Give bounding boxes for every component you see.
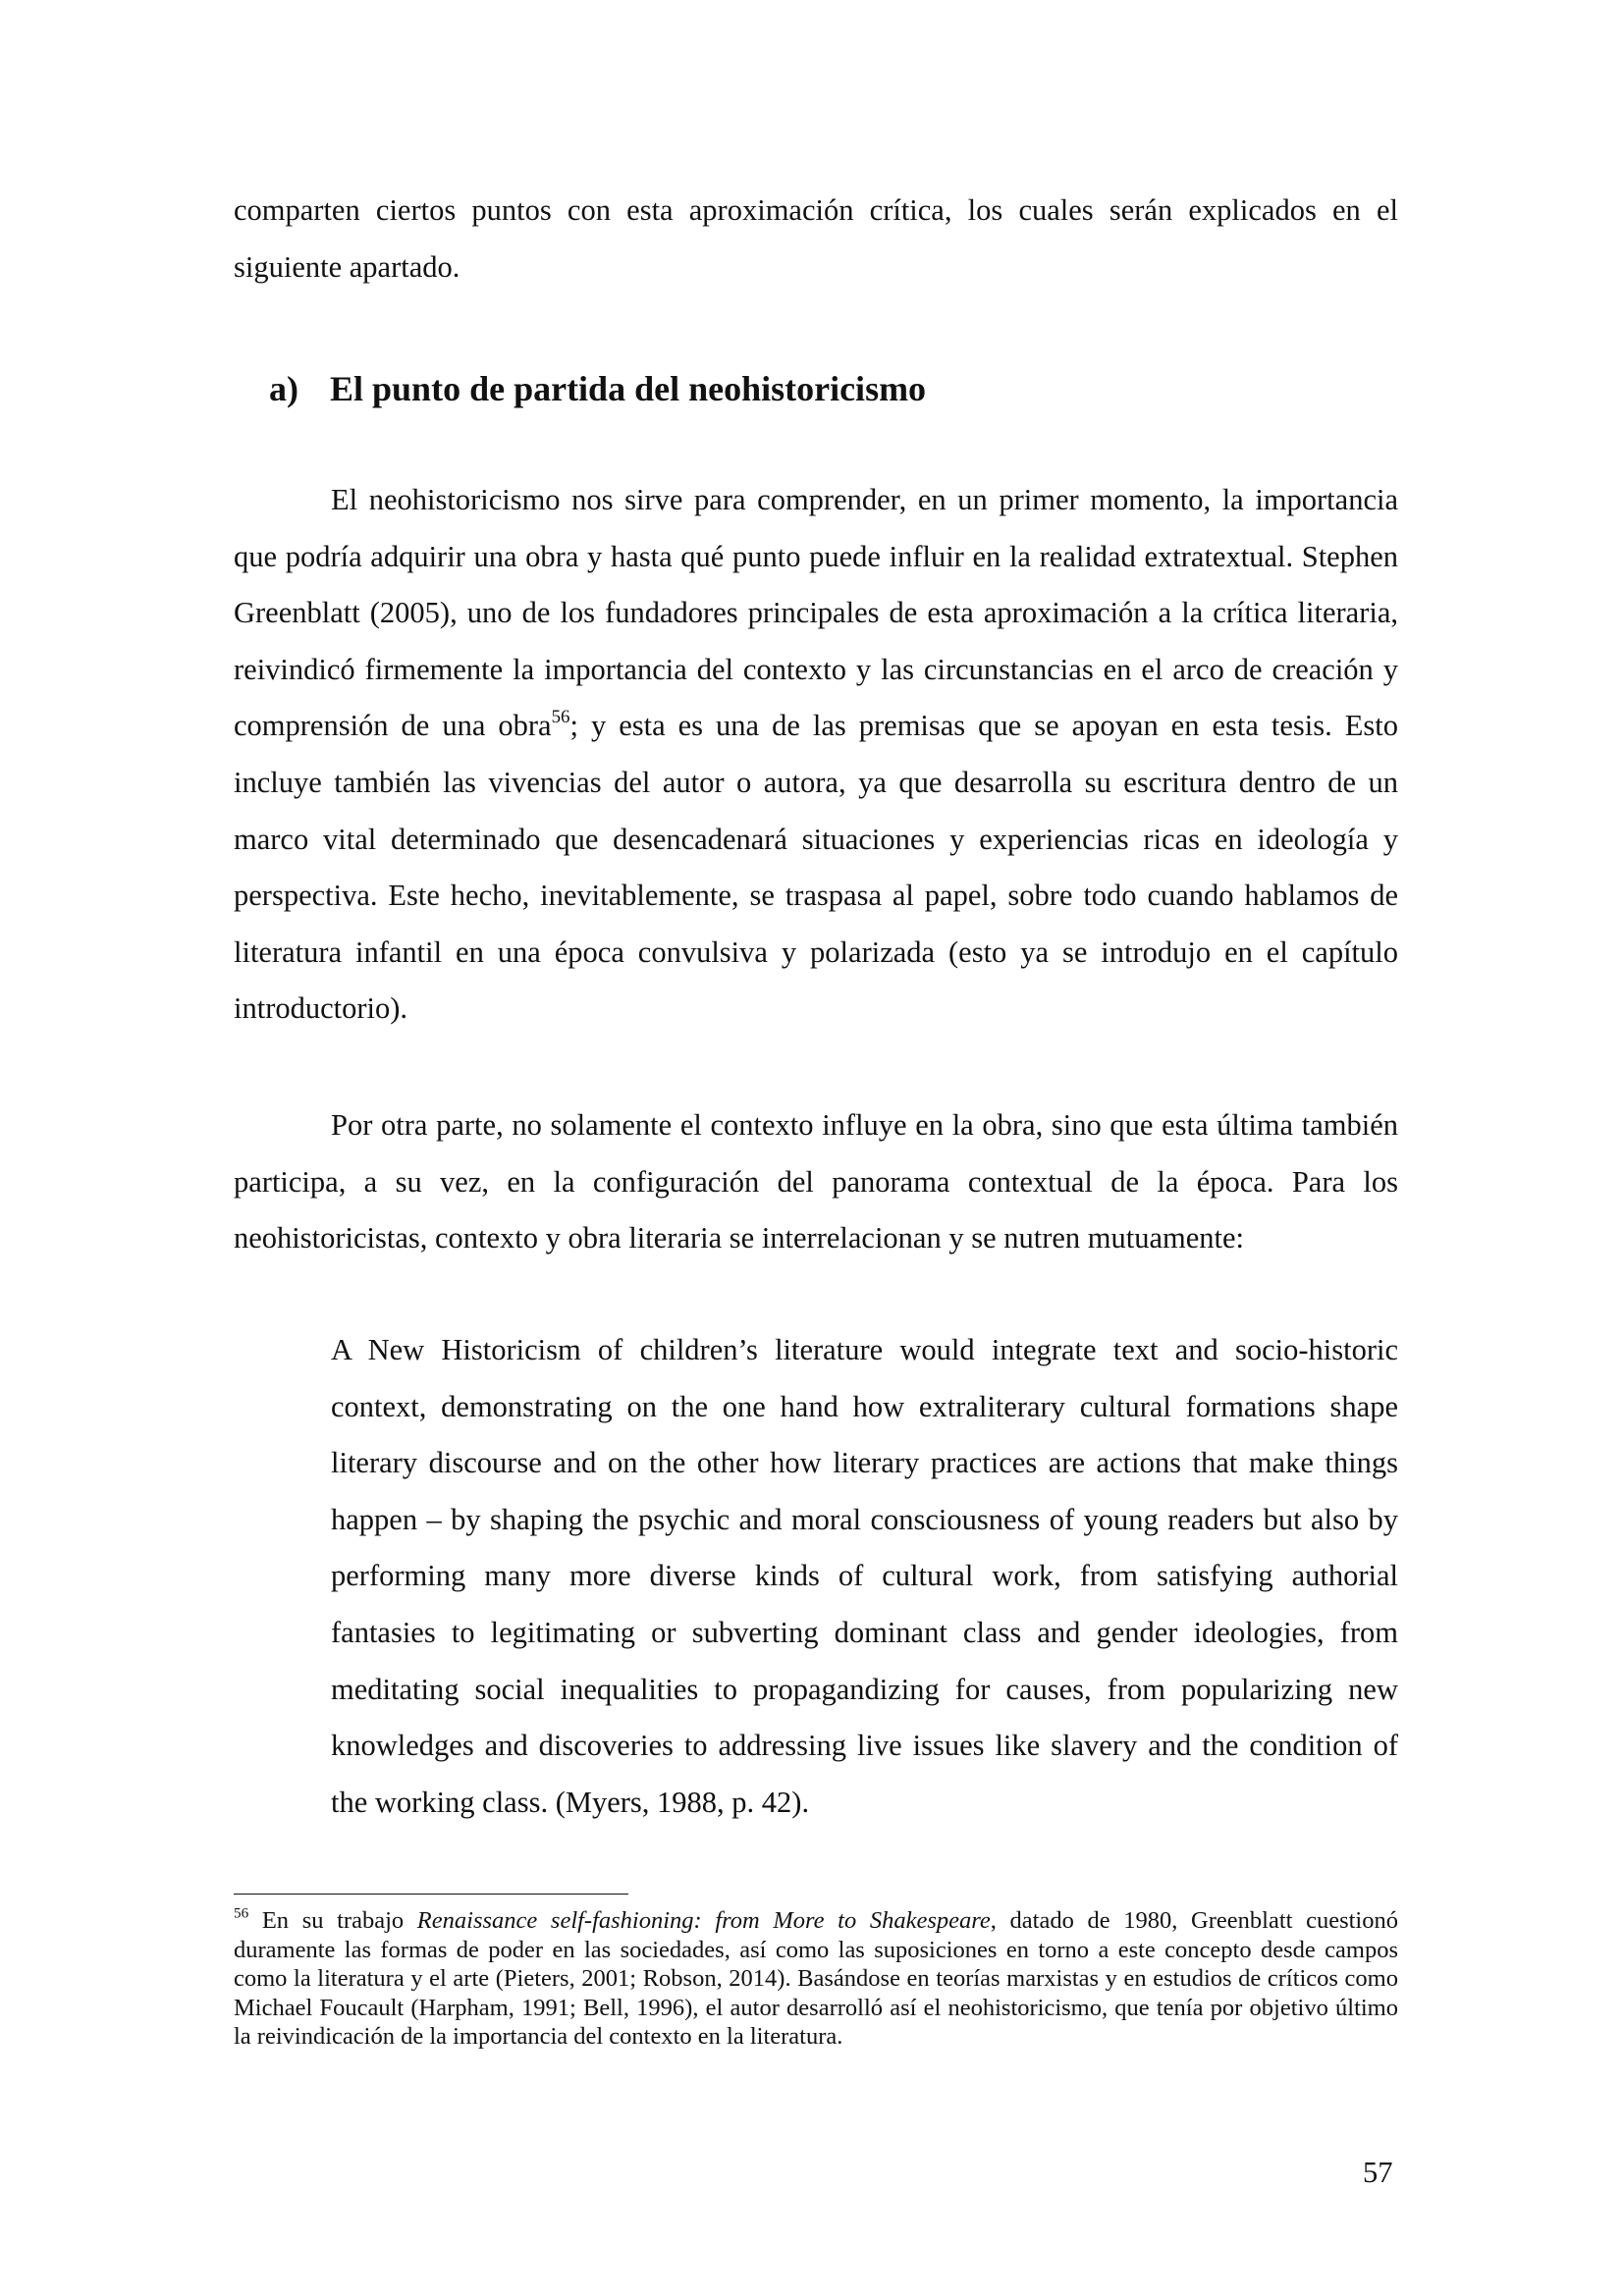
footnote-book-title: Renaissance self-fashioning: from More to Shakespeare [416, 1907, 991, 1934]
block-quote: A New Historicism of children’s literature would integrate text and socio-historic context, demonstrating on the one hand how extraliterary cultural formations shape literary discourse and on the other how literary practices are actions that make things happen – by shaping the psychic and moral consciousness of young readers but also by performing many more diverse kinds of cultural work, from satisfying authorial fantasies to legitimating or subverting dominant class and gender ideologies, from meditating social inequalities to propagandizing for causes, from popularizing new knowledges and discoveries to addressing live issues like slavery and the condition of the working class. (Myers, 1988, p. 42). [331, 1333, 1398, 1819]
section-number: a) [269, 369, 298, 408]
footnote-text: , datado de 1980, Greenblatt cuestionó duramente las formas de poder en las sociedades, así como las suposiciones en torno a este concepto desde campos como la literatura y el arte (Pieters, 2001; Robson, 2014). Basándose en teorías marxistas y en estudios de críticos como Michael Foucault (Harpham, 1991; Bell, 1996), el autor desarrolló así el neohistoricismo, que tenía por objetivo último la reivindicación de la importancia del contexto en la literatura. [234, 1907, 1398, 2050]
paragraph-text: El neohistoricismo nos sirve para comprender, en un primer momento, la importancia que podría adquirir una obra y hasta qué punto puede influir en la realidad extratextual. Stephen Greenblatt (2005), uno de los fundadores principales de esta aproximación a la crítica literaria, reivindicó firmemente la importancia del contexto y las circunstancias en el arco de creación y comprensión de una obra [234, 483, 1398, 743]
footnote-separator [234, 1894, 628, 1895]
paragraph-context-interrelation: Por otra parte, no solamente el contexto influye en la obra, sino que esta última también participa, a su vez, en la configuración del panorama contextual de la época. Para los neohistoricistas, contexto y obra literaria se interrelacionan y se nutren mutuamente: [234, 1108, 1398, 1255]
continuation-paragraph: comparten ciertos puntos con esta aproximación crítica, los cuales serán explicados en el siguiente apartado. [234, 193, 1398, 284]
footnote-text: En su trabajo [248, 1907, 417, 1934]
footnote-reference[interactable]: 56 [551, 707, 570, 728]
paragraph-neohistoricism-intro [234, 472, 1398, 1038]
page-number: 57 [1363, 2156, 1393, 2189]
paragraph-text: ; y esta es una de las premisas que se apoyan en esta tesis. Esto incluye también las vivencias del autor o autora, ya que desarrolla su escritura dentro de un marco vital determinado que desencadenará situaciones y experiencias ricas en ideología y perspectiva. Este hecho, inevitablemente, se traspasa al papel, sobre todo cuando hablamos de literatura infantil en una época convulsiva y polarizada (esto ya se introdujo en el capítulo introductorio). [234, 709, 1398, 1026]
section-title: El punto de partida del neohistoricismo [330, 369, 927, 408]
footnote-number: 56 [234, 1904, 249, 1922]
footnote-56 [234, 1906, 1398, 2052]
section-heading [269, 368, 926, 409]
